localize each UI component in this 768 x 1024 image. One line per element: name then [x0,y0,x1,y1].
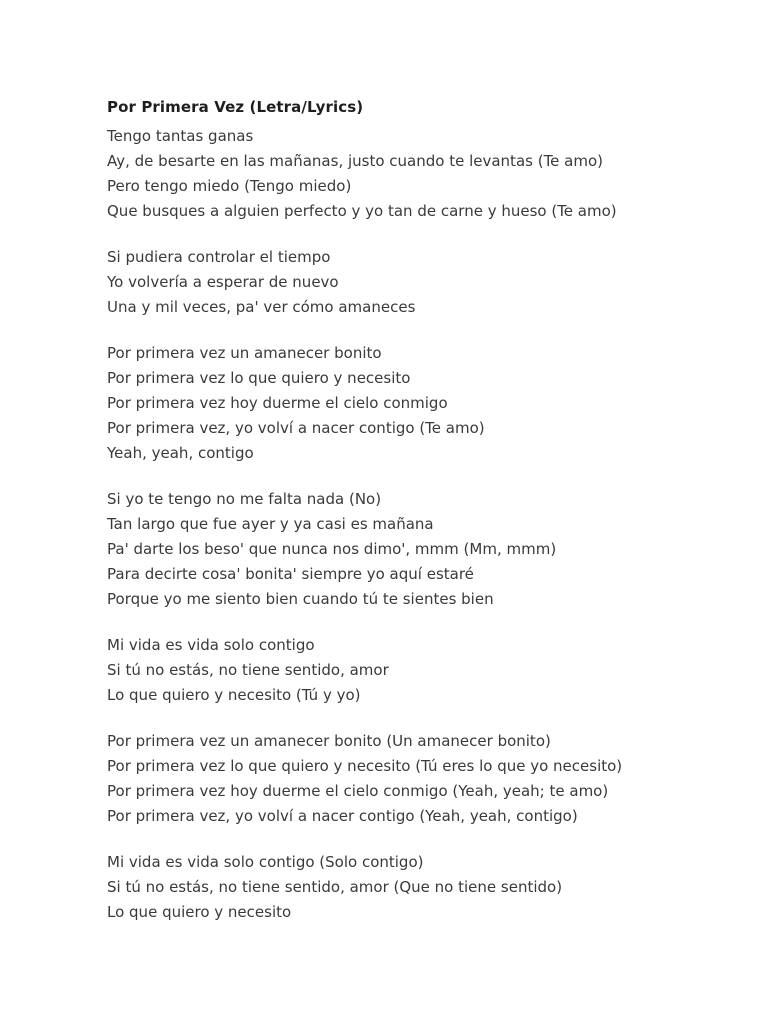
stanza [107,124,747,224]
lyric-line: Por primera vez lo que quiero y necesito (Tú eres lo que yo necesito) [107,757,623,775]
lyric-line: Por primera vez, yo volví a nacer contigo (Yeah, yeah, contigo) [107,807,578,825]
stanza [107,850,747,925]
lyric-line: Si tú no estás, no tiene sentido, amor (Que no tiene sentido) [107,878,563,896]
document-title: Por Primera Vez (Letra/Lyrics) [107,98,364,116]
lyric-line: Porque yo me siento bien cuando tú te sientes bien [107,590,494,608]
lyric-line: Por primera vez lo que quiero y necesito [107,369,411,387]
lyric-line: Pa' darte los beso' que nunca nos dimo', mmm (Mm, mmm) [107,540,557,558]
lyric-line: Por primera vez hoy duerme el cielo conmigo (Yeah, yeah; te amo) [107,782,609,800]
lyric-line: Mi vida es vida solo contigo (Solo contigo) [107,853,424,871]
lyric-line: Pero tengo miedo (Tengo miedo) [107,177,352,195]
lyric-line: Lo que quiero y necesito [107,903,292,921]
lyric-line: Ay, de besarte en las mañanas, justo cuando te levantas (Te amo) [107,152,604,170]
lyric-line: Para decirte cosa' bonita' siempre yo aquí estaré [107,565,474,583]
lyric-line: Por primera vez un amanecer bonito [107,344,382,362]
stanza [107,341,747,466]
lyric-line: Si pudiera controlar el tiempo [107,248,331,266]
lyric-line: Por primera vez, yo volví a nacer contigo (Te amo) [107,419,485,437]
lyric-line: Tan largo que fue ayer y ya casi es mañana [107,515,434,533]
lyric-line: Si yo te tengo no me falta nada (No) [107,490,382,508]
lyric-line: Una y mil veces, pa' ver cómo amaneces [107,298,416,316]
lyric-line: Yeah, yeah, contigo [107,444,254,462]
lyric-line: Si tú no estás, no tiene sentido, amor [107,661,389,679]
stanza [107,729,747,829]
lyric-line: Tengo tantas ganas [107,127,254,145]
lyric-line: Por primera vez un amanecer bonito (Un amanecer bonito) [107,732,551,750]
lyric-line: Por primera vez hoy duerme el cielo conmigo [107,394,448,412]
stanza [107,633,747,708]
lyric-line: Que busques a alguien perfecto y yo tan de carne y hueso (Te amo) [107,202,617,220]
stanza [107,245,747,320]
lyrics-document [107,96,747,946]
lyric-line: Mi vida es vida solo contigo [107,636,315,654]
stanza [107,487,747,612]
lyric-line: Yo volvería a esperar de nuevo [107,273,339,291]
lyric-line: Lo que quiero y necesito (Tú y yo) [107,686,361,704]
